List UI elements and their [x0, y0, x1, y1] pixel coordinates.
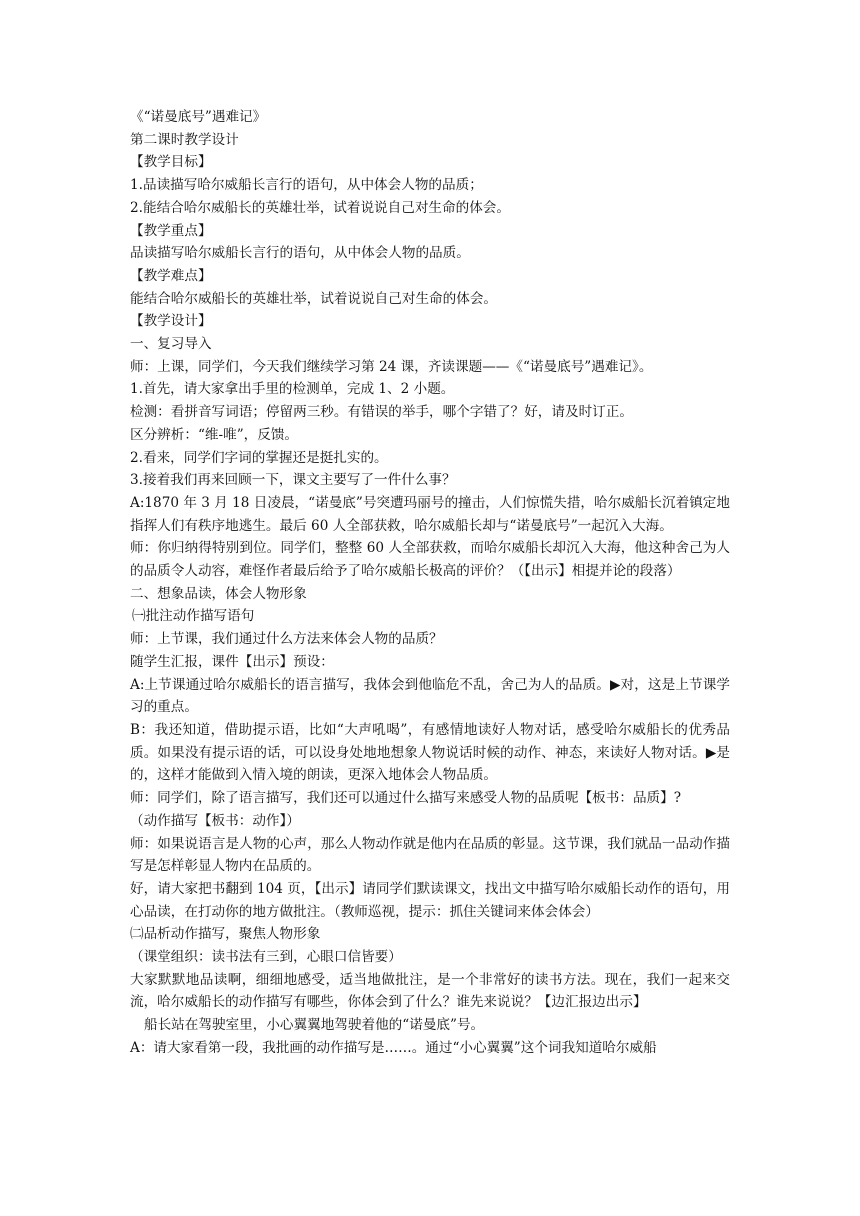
quoted-sentence: 船长站在驾驶室里，小心翼翼地驾驶着他的“诺曼底”号。 — [144, 1017, 485, 1034]
paragraph: 师：你归纳得特别到位。同学们，整整 60 人全部获救，而哈尔威船长却沉入大海，他这种舍己为人的品质令人动容，难怪作者最后给予了哈尔威船长极高的评价？（【出示】相提并论的段落） — [130, 540, 730, 580]
paragraph: A：请大家看第一段，我批画的动作描写是……。通过“小心翼翼”这个词我知道哈尔威船 — [130, 1039, 657, 1056]
paragraph: A:1870 年 3 月 18 日凌晨，“诺曼底”号突遭玛丽号的撞击，人们惊慌失措，哈尔威船长沉着镇定地指挥人们有秩序地逃生。最后 60 人全部获救，哈尔威船长却与“诺曼底号”一起沉入大海。 — [130, 494, 730, 534]
difficulty-text: 能结合哈尔威船长的英雄壮举，试着说说自己对生命的体会。 — [130, 290, 498, 307]
paragraph: 大家默默地品读啊，细细地感受，适当地做批注，是一个非常好的读书方法。现在，我们一起来交流，哈尔威船长的动作描写有哪些，你体会到了什么？谁先来说说？【边汇报边出示】 — [130, 971, 730, 1011]
subsection-1-heading: ㈠批注动作描写语句 — [132, 608, 255, 625]
paragraph: 1.首先，请大家拿出手里的检测单，完成 1、2 小题。 — [130, 381, 455, 398]
paragraph: B：我还知道，借助提示语，比如“大声吼喝”，有感情地读好人物对话，感受哈尔威船长的优秀品质。如果没有提示语的话，可以设身处地地想象人物说话时候的动作、神态，来读好人物对话。▶是的，这样才能做到入情入境的朗读，更深入地体会人物品质。 — [130, 721, 730, 784]
section-2-heading: 二、想象品读，体会人物形象 — [130, 585, 307, 602]
subsection-2-heading: ㈡品析动作描写，聚焦人物形象 — [130, 926, 321, 943]
paragraph: 3.接着我们再来回顾一下，课文主要写了一件什么事？ — [130, 472, 456, 489]
document-title: 《“诺曼底号”遇难记》 — [130, 109, 267, 125]
paragraph: 师：如果说语言是人物的心声，那么人物动作就是他内在品质的彰显。这节课，我们就品一品动作描写是怎样彰显人物内在品质的。 — [130, 835, 730, 875]
paragraph: A:上节课通过哈尔威船长的语言描写，我体会到他临危不乱，舍己为人的品质。▶对，这是上节课学习的重点。 — [130, 676, 730, 716]
paragraph: 检测：看拼音写词语；停留两三秒。有错误的举手，哪个字错了？好，请及时订正。 — [130, 404, 633, 421]
document-page — [130, 106, 730, 1060]
paragraph: 师：上节课，我们通过什么方法来体会人物的品质？ — [130, 631, 443, 648]
difficulty-heading: 【教学难点】 — [130, 267, 212, 284]
section-1-heading: 一、复习导入 — [130, 336, 212, 353]
goal-heading: 【教学目标】 — [130, 154, 212, 171]
paragraph: 随学生汇报，课件【出示】预设： — [130, 653, 334, 670]
document-subtitle: 第二课时教学设计 — [130, 131, 239, 148]
design-heading: 【教学设计】 — [130, 313, 212, 330]
goal-item-1: 1.品读描写哈尔威船长言行的语句，从中体会人物的品质； — [130, 177, 483, 194]
paragraph: 2.看来，同学们字词的掌握还是挺扎实的。 — [130, 449, 388, 466]
paragraph: （课堂组织：读书法有三到，心眼口信皆要） — [130, 949, 402, 966]
goal-item-2: 2.能结合哈尔威船长的英雄壮举，试着说说自己对生命的体会。 — [130, 199, 510, 216]
paragraph: （动作描写【板书：动作】） — [130, 812, 300, 829]
paragraph: 师：上课，同学们，今天我们继续学习第 24 课，齐读课题——《“诺曼底号”遇难记》。 — [130, 358, 653, 375]
key-point-heading: 【教学重点】 — [130, 222, 212, 239]
paragraph: 好，请大家把书翻到 104 页，【出示】请同学们默读课文，找出文中描写哈尔威船长动作的语句，用心品读，在打动你的地方做批注。（教师巡视，提示：抓住关键词来体会体会） — [130, 880, 730, 920]
key-point-text: 品读描写哈尔威船长言行的语句，从中体会人物的品质。 — [130, 245, 470, 262]
paragraph: 师：同学们，除了语言描写，我们还可以通过什么描写来感受人物的品质呢【板书：品质】? — [130, 790, 682, 807]
paragraph: 区分辨析：“维-唯”，反馈。 — [130, 426, 299, 443]
